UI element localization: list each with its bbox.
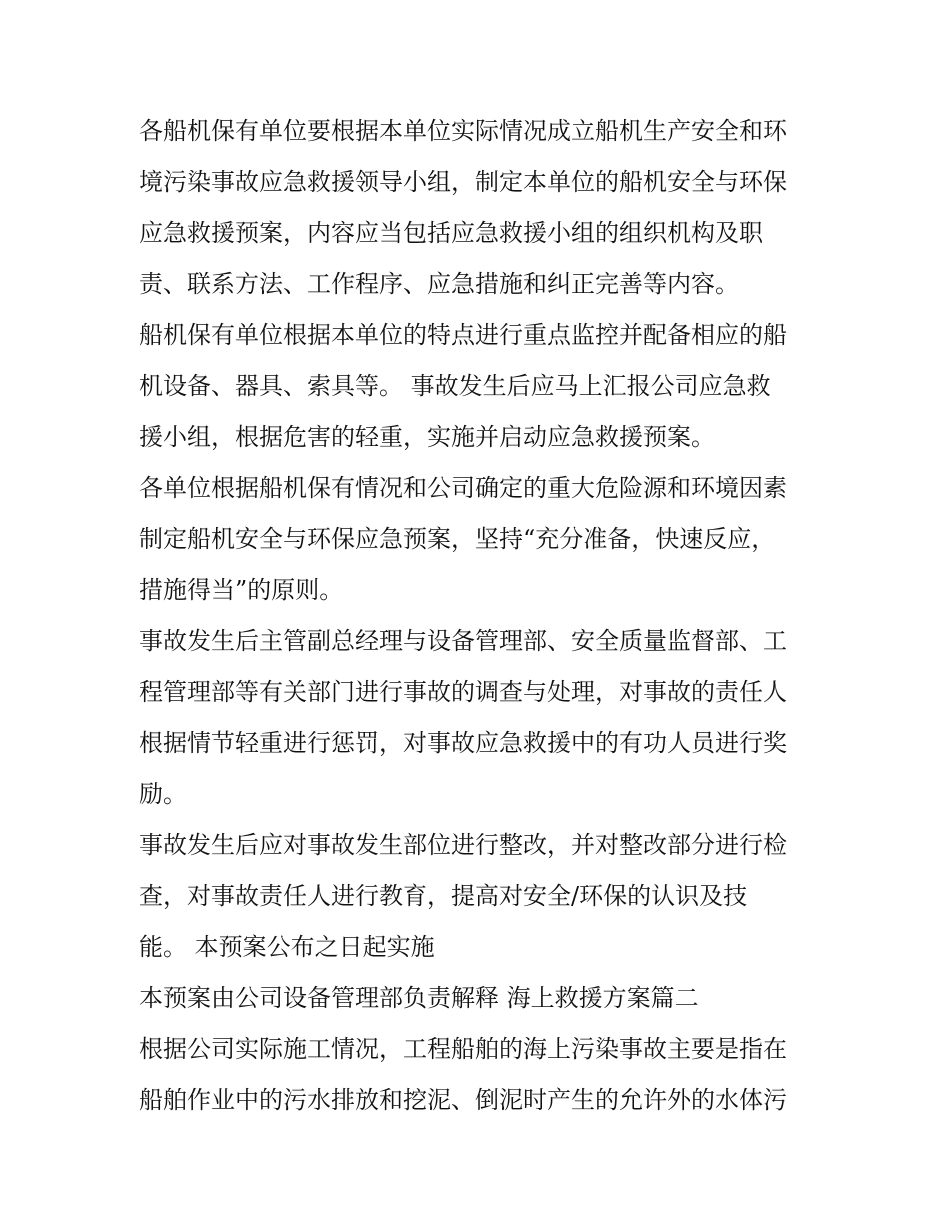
document-body [139, 106, 819, 1126]
text-line: 境污染事故应急救援领导小组，制定本单位的船机安全与环保 [139, 168, 787, 196]
text-line: 措施得当”的原则。 [139, 576, 344, 604]
text-line: 程管理部等有关部门进行事故的调查与处理，对事故的责任人 [139, 678, 787, 706]
text-line: 事故发生后应对事故发生部位进行整改，并对整改部分进行检 [139, 831, 787, 859]
text-line: 各单位根据船机保有情况和公司确定的重大危险源和环境因素 [139, 474, 787, 502]
text-line: 制定船机安全与环保应急预案，坚持“充分准备，快速反应， [139, 525, 776, 553]
text-line: 援小组，根据危害的轻重，实施并启动应急救援预案。 [139, 423, 715, 451]
text-line: 能。 本预案公布之日起实施 [139, 933, 435, 961]
text-line: 根据情节轻重进行惩罚，对事故应急救援中的有功人员进行奖 [139, 729, 787, 757]
text-line: 船舶作业中的污水排放和挖泥、倒泥时产生的允许外的水体污 [139, 1086, 787, 1114]
text-line: 应急救援预案，内容应当包括应急救援小组的组织机构及职 [139, 219, 763, 247]
text-line: 机设备、器具、索具等。 事故发生后应马上汇报公司应急救 [139, 372, 771, 400]
text-line: 事故发生后主管副总经理与设备管理部、安全质量监督部、工 [139, 627, 787, 655]
text-line: 责、联系方法、工作程序、应急措施和纠正完善等内容。 [139, 270, 739, 298]
text-line: 励。 [139, 780, 187, 808]
text-line: 船机保有单位根据本单位的特点进行重点监控并配备相应的船 [139, 321, 787, 349]
text-line: 查，对事故责任人进行教育，提高对安全/环保的认识及技 [139, 882, 748, 910]
text-line: 各船机保有单位要根据本单位实际情况成立船机生产安全和环 [139, 117, 787, 145]
text-line: 本预案由公司设备管理部负责解释 海上救援方案篇二 [139, 984, 699, 1012]
text-line: 根据公司实际施工情况，工程船舶的海上污染事故主要是指在 [139, 1035, 787, 1063]
